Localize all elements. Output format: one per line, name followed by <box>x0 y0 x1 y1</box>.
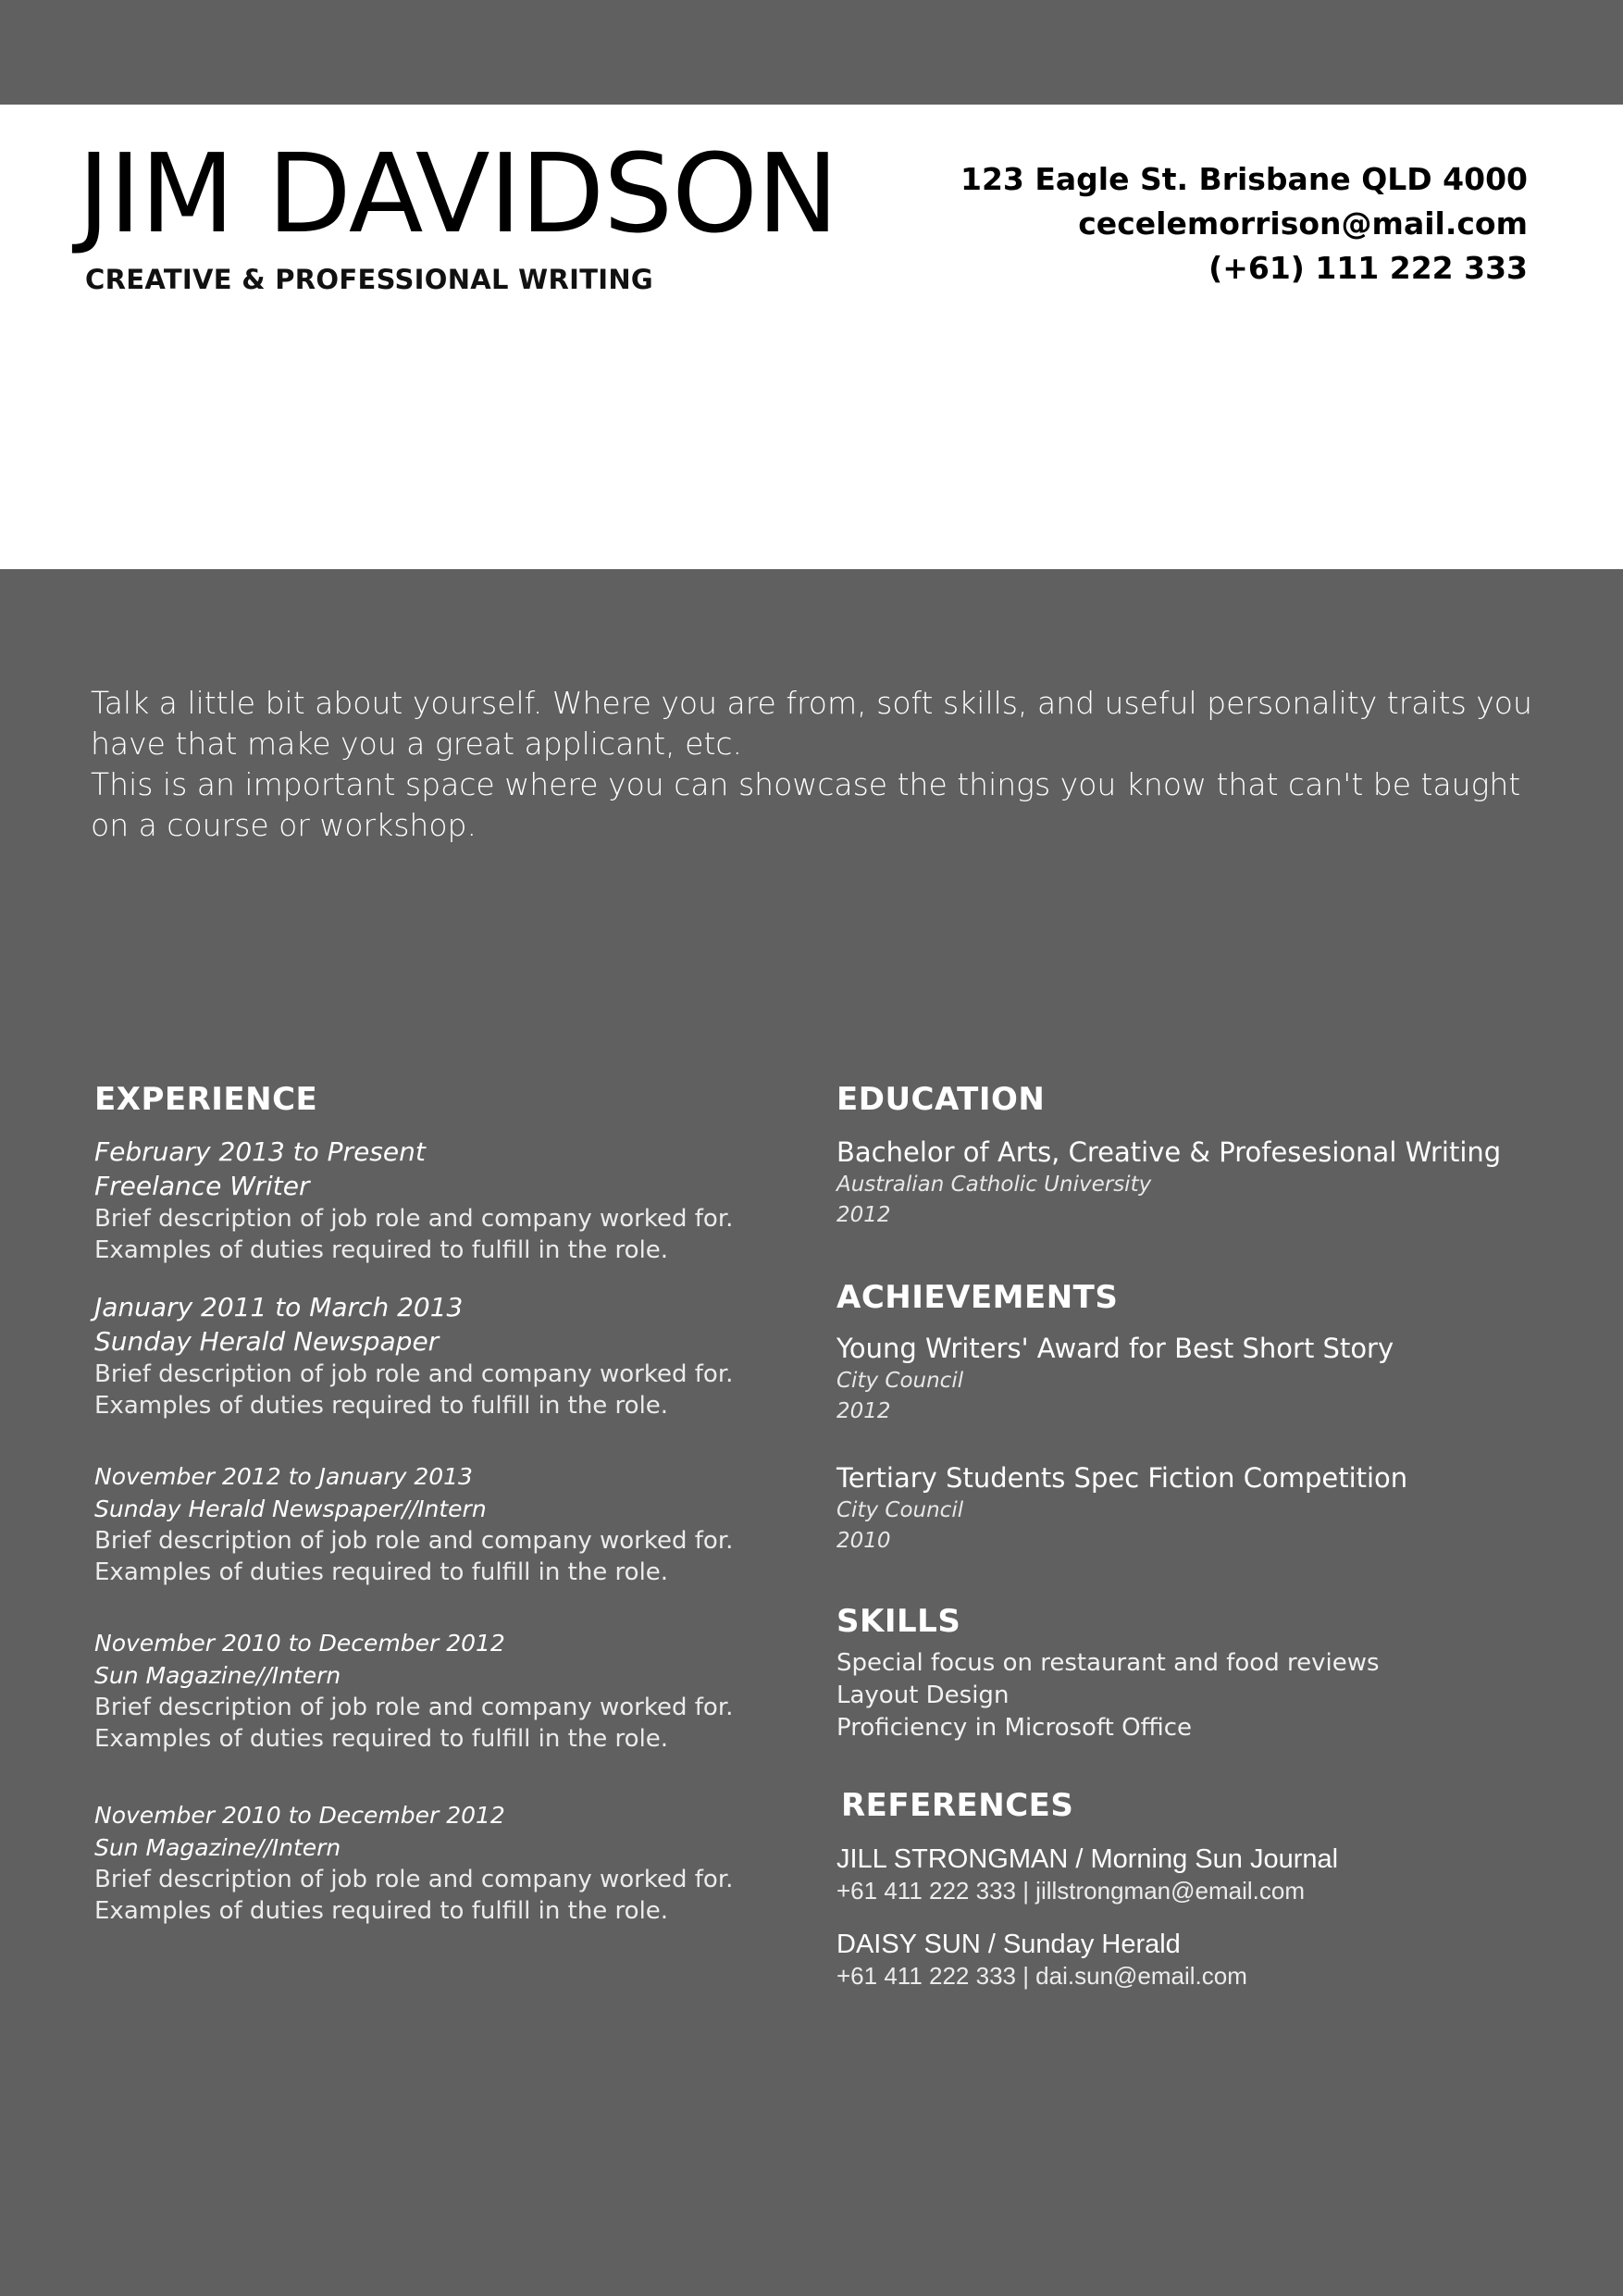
experience-date: November 2010 to December 2012 <box>94 1630 505 1657</box>
experience-desc: Brief description of job role and company worked for. <box>94 1527 734 1555</box>
experience-role: Sun Magazine//Intern <box>94 1662 341 1689</box>
experience-role: Freelance Writer <box>94 1171 310 1201</box>
experience-date: February 2013 to Present <box>94 1136 426 1167</box>
experience-role: Sunday Herald Newspaper//Intern <box>94 1496 487 1522</box>
experience-section <box>94 1081 742 1927</box>
experience-desc: Examples of duties required to fulfill in the role. <box>94 1392 669 1420</box>
reference-item <box>836 1843 1503 1905</box>
summary-paragraph: This is an important space where you can showcase the things you know that can't be taught on a course or workshop. <box>91 766 1521 843</box>
education-school: Australian Catholic University <box>836 1173 1152 1197</box>
contact-block <box>960 157 1528 291</box>
achievement-name: Tertiary Students Spec Fiction Competition <box>836 1462 1408 1494</box>
skills-title: SKILLS <box>836 1603 961 1640</box>
skill-item: Proficiency in Microsoft Office <box>836 1714 1193 1742</box>
experience-item <box>94 1627 742 1755</box>
experience-item <box>94 1290 742 1421</box>
experience-title: EXPERIENCE <box>94 1081 318 1118</box>
achievement-org: City Council <box>836 1369 964 1393</box>
reference-name: DAISY SUN / Sunday Herald <box>836 1930 1181 1959</box>
experience-desc: Examples of duties required to fulfill in the role. <box>94 1725 669 1753</box>
experience-desc: Brief description of job role and company worked for. <box>94 1205 734 1233</box>
summary-paragraph: Talk a little bit about yourself. Where you are from, soft skills, and useful personality traits you have that make you a great applicant, etc. <box>91 685 1532 762</box>
skill-item: Layout Design <box>836 1682 1010 1709</box>
education-degree: Bachelor of Arts, Creative & Profesesional Writing <box>836 1136 1502 1168</box>
education-section <box>836 1081 1503 1231</box>
experience-date: January 2011 to March 2013 <box>94 1292 464 1322</box>
experience-date: November 2010 to December 2012 <box>94 1802 505 1829</box>
experience-desc: Brief description of job role and company worked for. <box>94 1694 734 1721</box>
candidate-tagline: CREATIVE & PROFESSIONAL WRITING <box>85 264 654 295</box>
references-title: REFERENCES <box>841 1787 1074 1824</box>
experience-item <box>94 1460 742 1588</box>
reference-contact: +61 411 222 333 | jillstrongman@email.com <box>836 1877 1305 1905</box>
experience-role: Sun Magazine//Intern <box>94 1834 341 1861</box>
achievement-year: 2010 <box>836 1529 891 1553</box>
top-band <box>0 0 1623 105</box>
experience-desc: Examples of duties required to fulfill in the role. <box>94 1558 669 1586</box>
reference-name: JILL STRONGMAN / Morning Sun Journal <box>836 1844 1339 1874</box>
experience-role: Sunday Herald Newspaper <box>94 1326 440 1357</box>
experience-desc: Brief description of job role and company worked for. <box>94 1360 734 1388</box>
achievement-name: Young Writers' Award for Best Short Story <box>836 1333 1394 1364</box>
skills-section <box>836 1603 1503 1744</box>
achievements-section <box>836 1279 1503 1557</box>
summary-section <box>91 683 1534 846</box>
experience-date: November 2012 to January 2013 <box>94 1463 473 1490</box>
achievement-item <box>836 1331 1503 1427</box>
experience-desc: Examples of duties required to fulfill in the role. <box>94 1897 669 1925</box>
references-section <box>836 1787 1503 1991</box>
education-title: EDUCATION <box>836 1081 1046 1118</box>
contact-phone: (+61) 111 222 333 <box>1208 250 1528 286</box>
achievement-item <box>836 1460 1503 1557</box>
contact-email: cecelemorrison@mail.com <box>1078 205 1528 242</box>
right-column <box>836 1081 1503 1991</box>
reference-contact: +61 411 222 333 | dai.sun@email.com <box>836 1962 1247 1990</box>
achievement-year: 2012 <box>836 1399 891 1423</box>
experience-item <box>94 1799 742 1927</box>
contact-address: 123 Eagle St. Brisbane QLD 4000 <box>960 161 1528 197</box>
experience-desc: Examples of duties required to fulfill in the role. <box>94 1236 669 1264</box>
reference-item <box>836 1928 1503 1991</box>
education-year: 2012 <box>836 1203 891 1227</box>
experience-desc: Brief description of job role and company worked for. <box>94 1866 734 1893</box>
achievements-title: ACHIEVEMENTS <box>836 1279 1119 1316</box>
candidate-name: JIM DAVIDSON <box>78 130 838 257</box>
experience-item <box>94 1135 742 1266</box>
skill-item: Special focus on restaurant and food reviews <box>836 1649 1380 1677</box>
achievement-org: City Council <box>836 1498 964 1522</box>
